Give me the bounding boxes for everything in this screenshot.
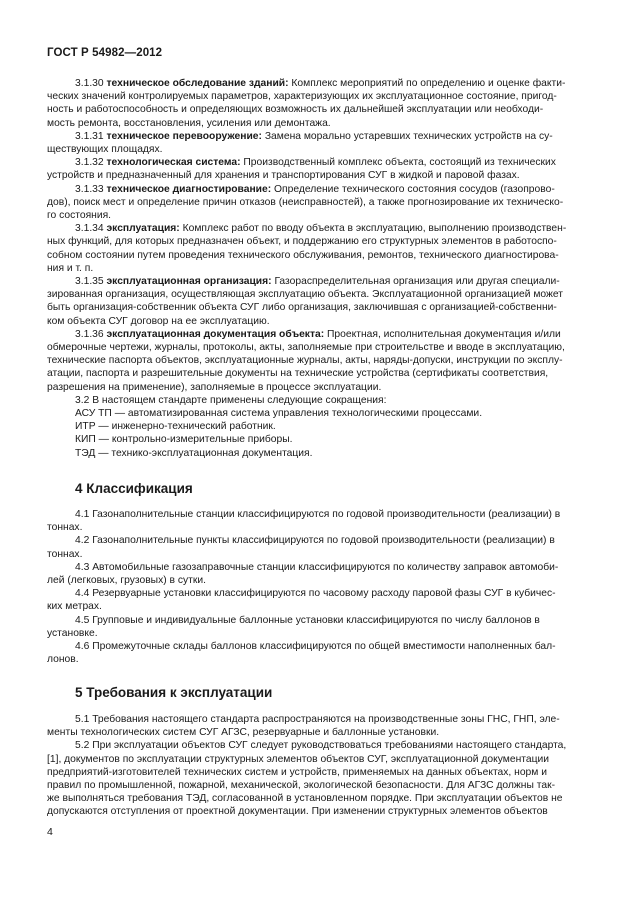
text-line (75, 561, 587, 574)
text-line (75, 640, 587, 653)
text-line (47, 143, 587, 156)
text-line (75, 587, 587, 600)
text-line (75, 534, 587, 547)
line-text: тоннах. (47, 548, 83, 560)
section-4-title: 4 Классификация (75, 481, 193, 496)
line-text: менты технологических систем СУГ АГЗС, резервуарные и баллонные установки. (47, 727, 440, 739)
clause-number: 4.2 (75, 535, 93, 547)
text-line (75, 156, 587, 169)
line-text: ность и работоспособность и определяющих возможность их дальнейшей эксплуатации или необходи- (47, 104, 544, 116)
text-line (75, 77, 587, 90)
clause-number: 4.6 (75, 641, 93, 652)
line-text: же выполняться требования ТЭД, согласованной в установленном порядке. При эксплуатации объектов не (47, 793, 563, 805)
line-text: Газонаполнительные пункты классифицируются по годовой производительности (реализации) в (92, 535, 555, 547)
line-text: установке. (47, 627, 98, 639)
clause-number: АСУ ТП (75, 408, 112, 419)
text-line (47, 341, 587, 354)
line-text: го состояния. (47, 210, 112, 221)
section-5-title: 5 Требования к эксплуатации (75, 685, 273, 700)
clause-number: 3.1.32 (75, 157, 107, 169)
text-line (47, 315, 587, 328)
text-line (47, 235, 587, 248)
line-text: предприятий-изготовителей технических систем и устройств, применяемых на данных объектах, норм и (47, 766, 547, 778)
text-line (47, 249, 587, 262)
line-text: ких метрах. (47, 601, 102, 613)
text-line (47, 169, 587, 182)
clause-number: 3.1.30 (75, 78, 107, 89)
text-line (47, 90, 587, 103)
line-text: атации, паспорта и разрешительные документы на технические устройства (сертификаты соответствия, (47, 368, 549, 380)
clause-number: 3.2 (75, 394, 93, 406)
line-text: Определение технического состояния сосудов (газопрово- (271, 183, 555, 195)
line-text: — технико-эксплуатационная документация. (95, 447, 313, 459)
text-line (75, 433, 587, 446)
text-line (75, 275, 587, 288)
text-line (75, 407, 587, 420)
line-text: — контрольно-измерительные приборы. (95, 434, 293, 446)
line-text: Проектная, исполнительная документация и/или (324, 328, 561, 340)
text-line (75, 508, 587, 521)
line-text: допускаются отступления от проектной документации. При изменении структурных элементов объектов (47, 806, 548, 818)
text-line (47, 301, 587, 314)
line-text: — инженерно-технический работник. (95, 421, 276, 433)
text-line (47, 779, 587, 792)
text-line (75, 222, 587, 235)
line-text: технические паспорта объектов, эксплуатационные журналы, акты, наряды-допуски, инструкции по эксплу- (47, 355, 563, 367)
clause-number: 4.5 (75, 614, 93, 626)
clause-number: КИП (75, 434, 96, 446)
line-text: устройств и предназначенный для хранения и транспортирования СУГ в жидкой и паровой фазах. (47, 170, 520, 182)
clause-number: 5.2 (75, 740, 93, 752)
line-text: ния и т. п. (47, 262, 94, 274)
text-line (47, 367, 587, 380)
clause-number: 3.1.36 (75, 328, 107, 340)
line-text: лонов. (47, 654, 79, 666)
text-line (47, 574, 587, 587)
clause-number: ИТР (75, 421, 96, 433)
line-text: правил по промышленной, пожарной, механической, экологической безопасности. Для АГЗС должны так- (47, 780, 556, 791)
clause-number: 5.1 (75, 714, 93, 725)
line-text: Газонаполнительные станции классифицируются по годовой производительности (реализации) в (92, 509, 561, 520)
text-line (75, 614, 587, 627)
line-text: дов), поиск мест и определение причин отказов (неисправностей), а также прогнозирование их техническо- (47, 196, 564, 208)
text-line (47, 209, 587, 222)
text-line (47, 766, 587, 779)
line-text: [1], документов по эксплуатации структурных элементов объектов СУГ, эксплуатационной документации (47, 753, 550, 765)
line-text: Требования настоящего стандарта распространяются на производственные зоны ГНС, ГНП, эле- (92, 714, 560, 725)
line-text: В настоящем стандарте применены следующие сокращения: (92, 394, 387, 406)
text-line (47, 381, 587, 394)
line-text: разрешения на применение), заполняемые в процессе эксплуатации. (47, 381, 382, 393)
clause-number: 3.1.33 (75, 183, 107, 195)
text-line (75, 713, 587, 726)
text-line (47, 600, 587, 613)
line-text: Замена морально устаревших технических устройств на су- (261, 130, 553, 142)
defined-term: техническое диагностирование: (106, 183, 272, 195)
text-line (47, 354, 587, 367)
text-line (75, 420, 587, 433)
text-line (75, 130, 587, 143)
text-line (47, 196, 587, 209)
line-text: быть организация-собственник объекта СУГ либо организация, заключившая с организацией-собственни- (47, 302, 557, 314)
clause-number: 4.4 (75, 588, 93, 600)
clause-number: 4.3 (75, 561, 93, 573)
line-text: Промежуточные склады баллонов классифицируются по общей вместимости наполненных бал- (92, 641, 556, 652)
line-text: — автоматизированная система управления технологическими процессами. (111, 408, 483, 419)
line-text: тоннах. (47, 522, 83, 534)
line-text: собном состоянии путем проведения технического обслуживания, ремонтов, технического диагностирова- (47, 249, 559, 261)
clause-number: 3.1.31 (75, 130, 107, 142)
line-text: ных функций, для которых предназначен объект, и поддержанию его структурных элементов в работоспо- (47, 236, 557, 248)
clause-number: ТЭД (75, 447, 96, 459)
document-header: ГОСТ Р 54982—2012 (47, 47, 163, 59)
line-text: ществующих площадях. (47, 144, 163, 155)
defined-term: техническое обследование зданий: (106, 78, 289, 89)
text-line (75, 328, 587, 341)
text-line (47, 262, 587, 275)
defined-term: технологическая система: (106, 157, 241, 169)
line-text: При эксплуатации объектов СУГ следует руководствоваться требованиями настоящего стандарта, (92, 740, 567, 752)
line-text: обмерочные чертежи, журналы, протоколы, акты, заполняемые при строительстве и вводе в эксплуатацию, (47, 342, 565, 353)
text-line (75, 183, 587, 196)
line-text: мость ремонта, восстановления, усиления или демонтажа. (47, 117, 331, 129)
text-line (47, 627, 587, 640)
line-text: ческих значений контролируемых параметров, характеризующих их эксплуатационное состояние, пригод- (47, 91, 557, 103)
text-line (47, 117, 587, 130)
text-line (75, 394, 587, 407)
defined-term: эксплуатационная документация объекта: (106, 328, 325, 340)
text-line (47, 653, 587, 666)
text-line (47, 521, 587, 534)
line-text: Резервуарные установки классифицируются по часовому расходу паровой фазы СУГ в кубичес- (92, 588, 556, 600)
defined-term: эксплуатация: (106, 223, 180, 235)
line-text: Групповые и индивидуальные баллонные установки классифицируются по числу баллонов в (92, 614, 540, 626)
line-text: Производственный комплекс объекта, состоящий из технических (240, 157, 556, 169)
line-text: зированная организация, осуществляющая эксплуатацию объекта. Эксплуатационной организацией может (47, 289, 564, 301)
line-text: лей (легковых, грузовых) в сутки. (47, 575, 206, 586)
clause-number: 4.1 (75, 509, 93, 520)
line-text: Комплекс мероприятий по определению и оценке факти- (288, 78, 566, 89)
line-text: ком объекта СУГ договор на ее эксплуатацию. (47, 315, 270, 327)
text-line (47, 805, 587, 818)
text-line (47, 726, 587, 739)
line-text: Газораспределительная организация или другая специали- (271, 276, 560, 287)
page-number: 4 (47, 826, 53, 838)
text-line (47, 792, 587, 805)
line-text: Автомобильные газозаправочные станции классифицируются по количеству заправок автомоби- (92, 561, 559, 573)
text-line (47, 103, 587, 116)
clause-number: 3.1.34 (75, 223, 107, 235)
text-line (75, 739, 587, 752)
clause-number: 3.1.35 (75, 276, 107, 287)
defined-term: эксплуатационная организация: (106, 276, 272, 287)
text-line (47, 288, 587, 301)
defined-term: техническое перевооружение: (106, 130, 262, 142)
line-text: Комплекс работ по вводу объекта в эксплуатацию, выполнению производствен- (179, 223, 567, 235)
text-line (75, 447, 587, 460)
text-line (47, 753, 587, 766)
text-line (47, 548, 587, 561)
